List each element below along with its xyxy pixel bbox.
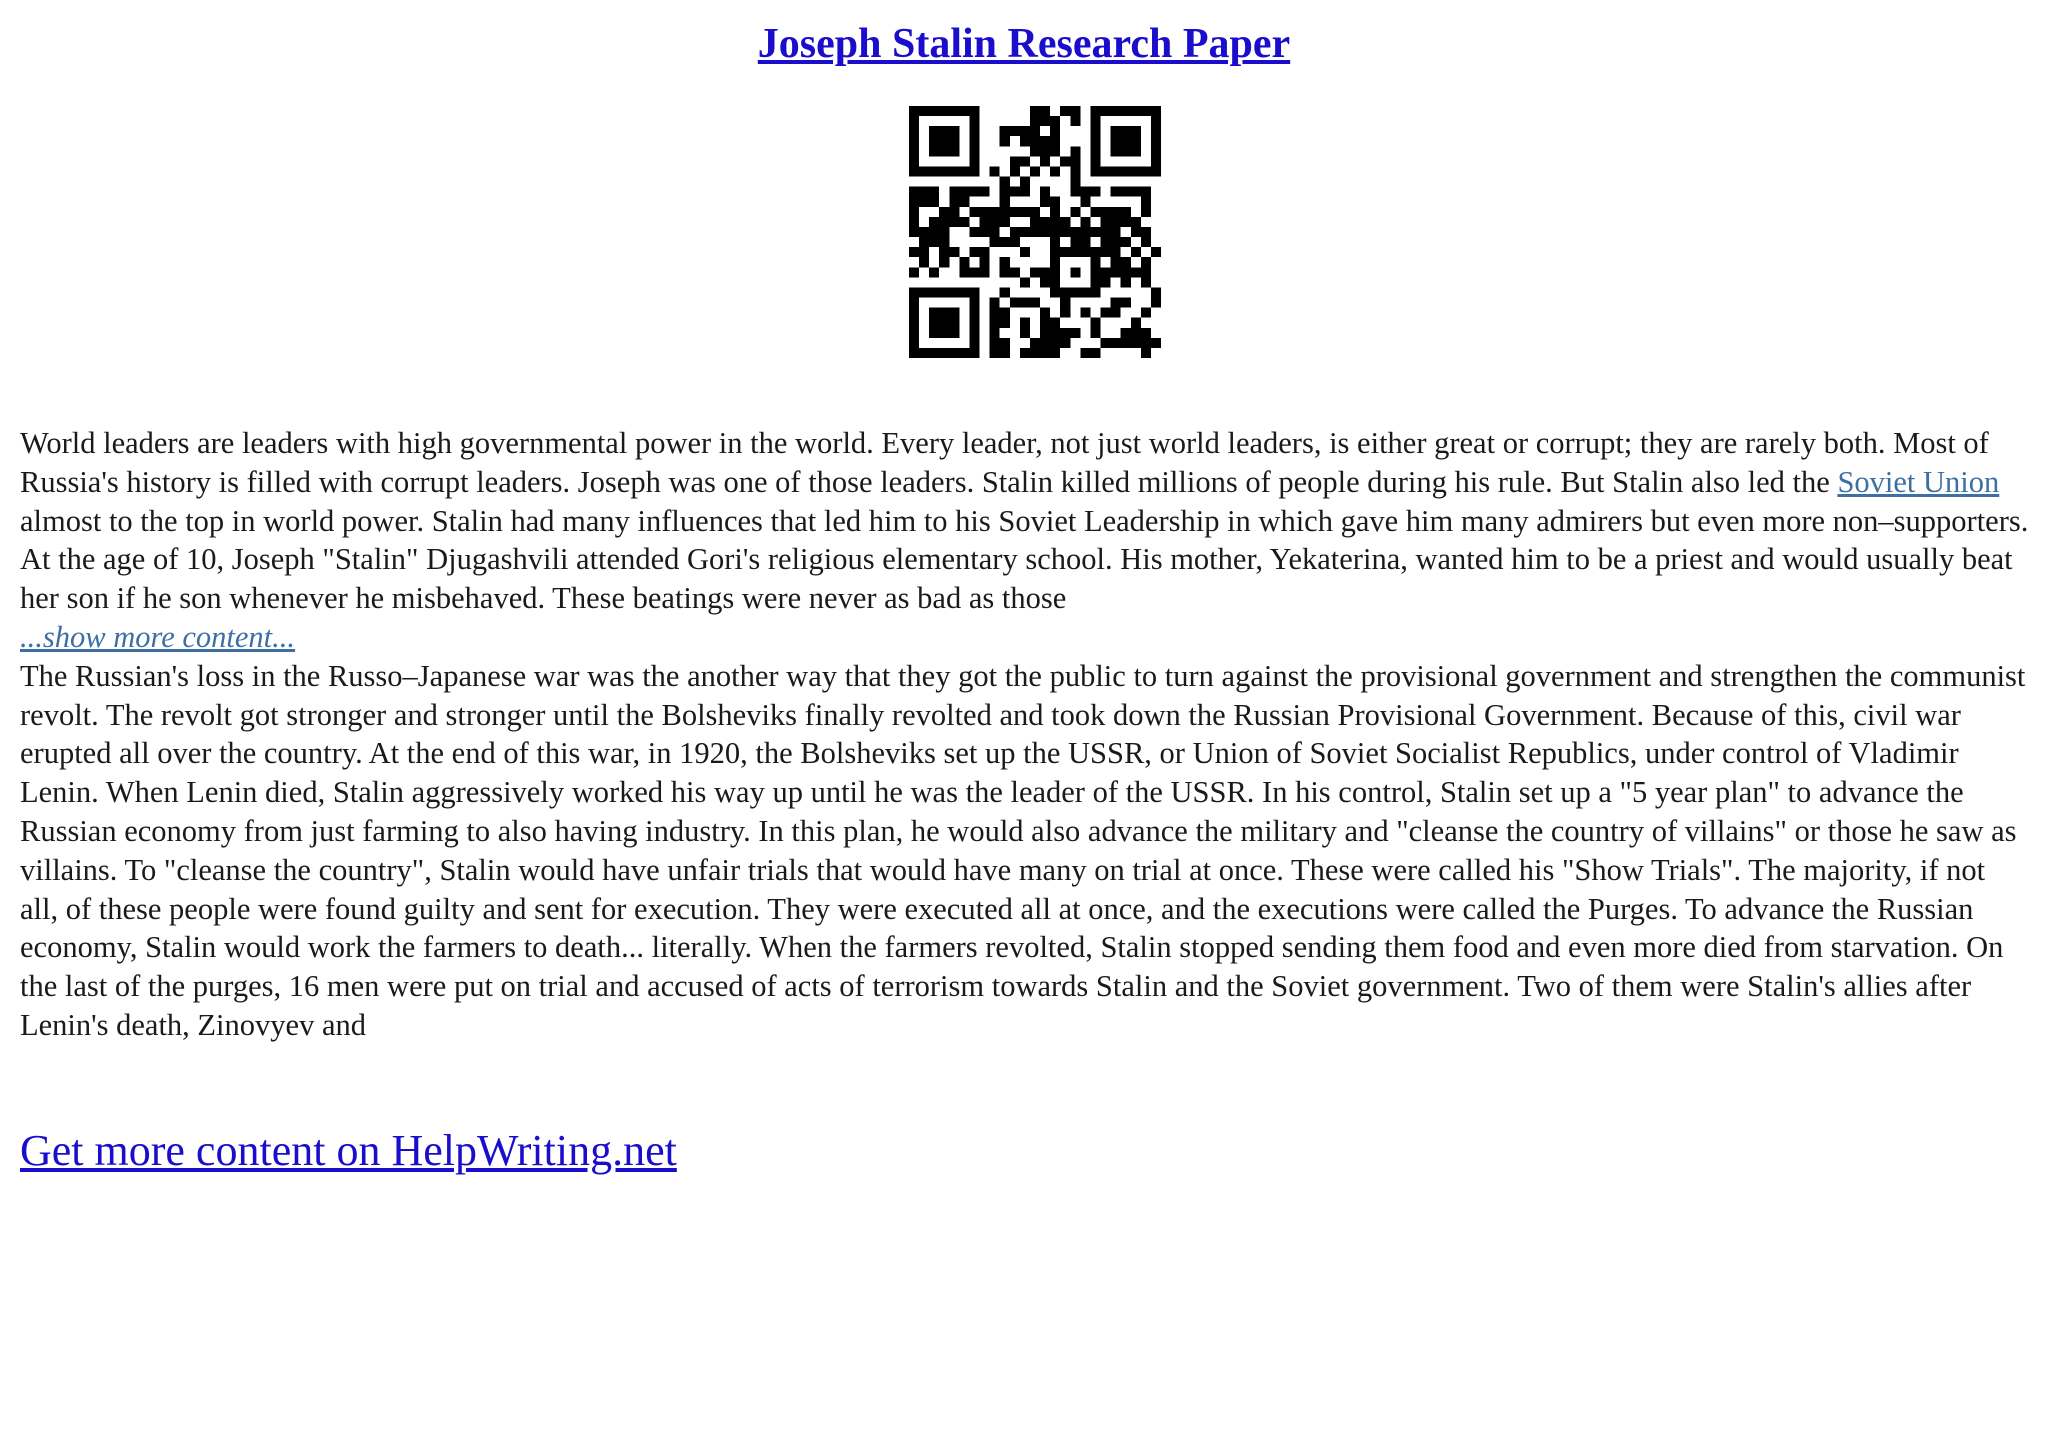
- helpwriting-link[interactable]: Get more content on HelpWriting.net: [20, 1126, 677, 1175]
- show-more-link[interactable]: ...show more content...: [20, 619, 296, 654]
- title-link[interactable]: Joseph Stalin Research Paper: [757, 21, 1291, 67]
- paragraph-intro-text-end: almost to the top in world power. Stalin had many influences that led him to his Soviet Leadership in which gave him many admirers but even more non–supporters. At the age of 10, Joseph "Stalin" Djugashvili attended Gori's religious elementary school. His mother, Yekaterina, wanted him to be a priest and would usually beat her son if he son whenever he misbehaved. These beatings were never as bad as those: [20, 503, 2029, 616]
- paragraph-intro-text-start: World leaders are leaders with high governmental power in the world. Every leader, not just world leaders, is either great or corrupt; they are rarely both. Most of Russia's history is filled with corrupt leaders. Joseph was one of those leaders. Stalin killed millions of people during his rule. But Stalin also led the: [20, 426, 1989, 499]
- paragraph-continued: The Russian's loss in the Russo–Japanese war was the another way that they got the public to turn against the provisional government and strengthen the communist revolt. The revolt got stronger and stronger until the Bolsheviks finally revolted and took down the Russian Provisional Government. Because of this, civil war erupted all over the country. At the end of this war, in 1920, the Bolsheviks set up the USSR, or Union of Soviet Socialist Republics, under control of Vladimir Lenin. When Lenin died, Stalin aggressively worked his way up until he was the leader of the USSR. In his control, Stalin set up a "5 year plan" to advance the Russian economy from just farming to also having industry. In this plan, he would also advance the military and "cleanse the country of villains" or those he saw as villains. To "cleanse the country", Stalin would have unfair trials that would have many on trial at once. These were called his "Show Trials". The majority, if not all, of these people were found guilty and sent for execution. They were executed all at once, and the executions were called the Purges. To advance the Russian economy, Stalin would work the farmers to death... literally. When the farmers revolted, Stalin stopped sending them food and even more died from starvation. On the last of the purges, 16 men were put on trial and accused of acts of terrorism towards Stalin and the Soviet government. Two of them were Stalin's allies after Lenin's death, Zinovyev and: [20, 658, 2026, 1042]
- paragraph-intro: [20, 424, 2030, 618]
- soviet-union-link[interactable]: Soviet Union: [1837, 464, 2000, 499]
- article-body: [20, 424, 2030, 1045]
- qr-code-icon: [909, 106, 1161, 358]
- page-title: [0, 18, 2048, 70]
